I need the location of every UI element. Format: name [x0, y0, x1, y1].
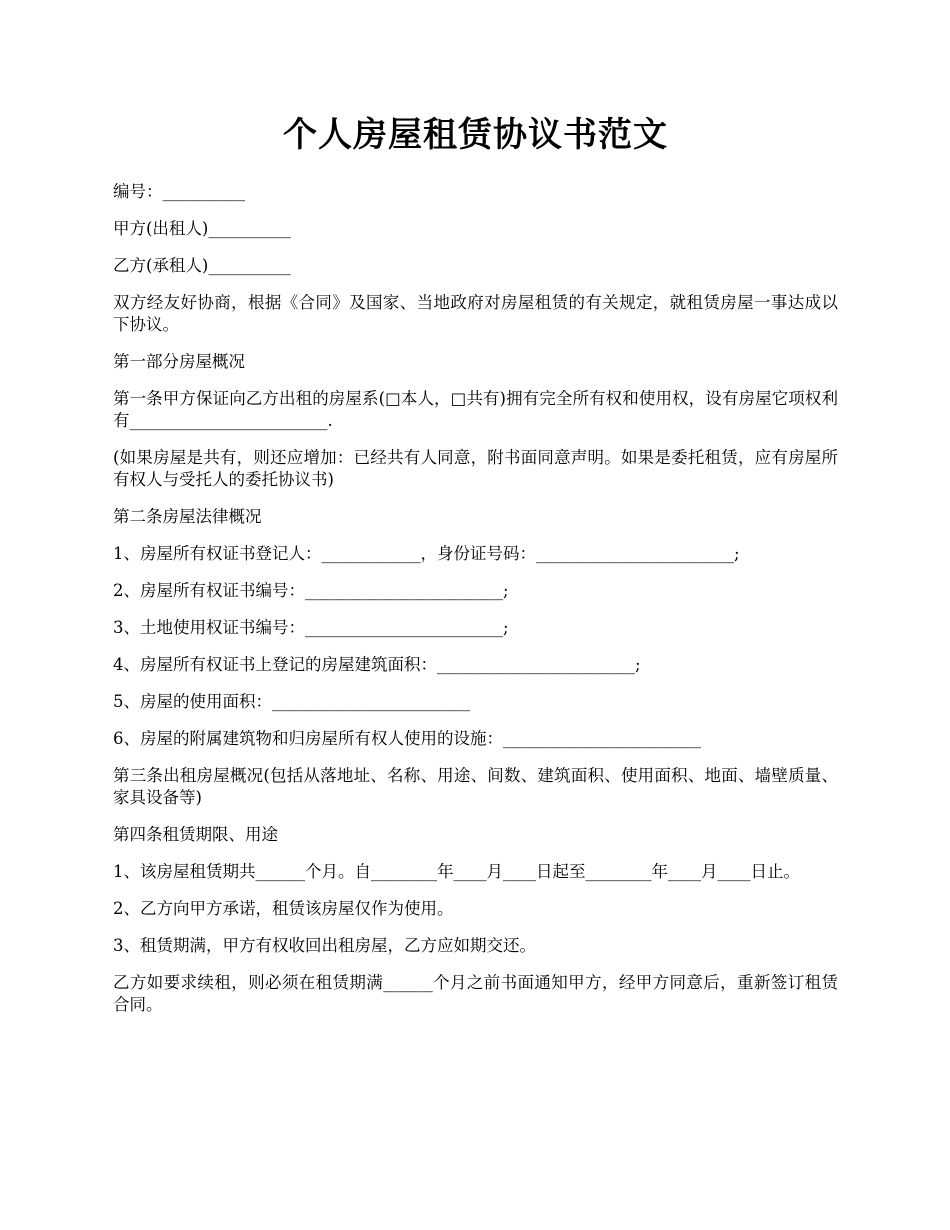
- list-item-2-3: 3、土地使用权证书编号：________________________;: [113, 618, 509, 637]
- list-item-4-2: 2、乙方向甲方承诺，租赁该房屋仅作为使用。: [113, 899, 454, 918]
- list-item-4-1: 1、该房屋租赁期共______个月。自________年____月____日起至________年____月____日止。: [113, 862, 800, 881]
- section-heading-article-4: 第四条租赁期限、用途: [113, 825, 278, 844]
- list-item-2-2: 2、房屋所有权证书编号：________________________;: [113, 581, 509, 600]
- paragraph-renewal: 乙方如要求续租，则必须在租赁期满______个月之前书面通知甲方，经甲方同意后，重新签订租赁合同。: [113, 973, 838, 1014]
- list-item-2-5: 5、房屋的使用面积：________________________: [113, 692, 470, 711]
- document-body: [113, 181, 838, 1016]
- paragraph-article-1: 第一条甲方保证向乙方出租的房屋系(□本人，□共有)拥有完全所有权和使用权，设有房屋它项权利有________________________.: [113, 389, 838, 430]
- list-item-2-6: 6、房屋的附属建筑物和归房屋所有权人使用的设施：________________________: [113, 729, 701, 748]
- list-item-2-1: 1、房屋所有权证书登记人：____________，身份证号码：________________________;: [113, 544, 740, 563]
- paragraph-party-b: 乙方(承租人)__________: [113, 256, 291, 275]
- paragraph-serial-number: 编号：__________: [113, 182, 245, 201]
- section-heading-article-2: 第二条房屋法律概况: [113, 507, 262, 526]
- document-title: 个人房屋租赁协议书范文: [283, 115, 668, 155]
- paragraph-preamble: 双方经友好协商，根据《合同》及国家、当地政府对房屋租赁的有关规定，就租赁房屋一事达成以下协议。: [113, 293, 838, 334]
- paragraph-party-a: 甲方(出租人)__________: [113, 219, 291, 238]
- list-item-4-3: 3、租赁期满，甲方有权收回出租房屋，乙方应如期交还。: [113, 936, 536, 955]
- section-heading-part-one: 第一部分房屋概况: [113, 352, 245, 371]
- paragraph-article-1-note: (如果房屋是共有，则还应增加：已经共有人同意，附书面同意声明。如果是委托租赁，应有房屋所有权人与受托人的委托协议书): [113, 448, 838, 489]
- list-item-2-4: 4、房屋所有权证书上登记的房屋建筑面积：________________________;: [113, 655, 641, 674]
- paragraph-article-3: 第三条出租房屋概况(包括从落地址、名称、用途、间数、建筑面积、使用面积、地面、墙壁质量、家具设备等): [113, 766, 838, 807]
